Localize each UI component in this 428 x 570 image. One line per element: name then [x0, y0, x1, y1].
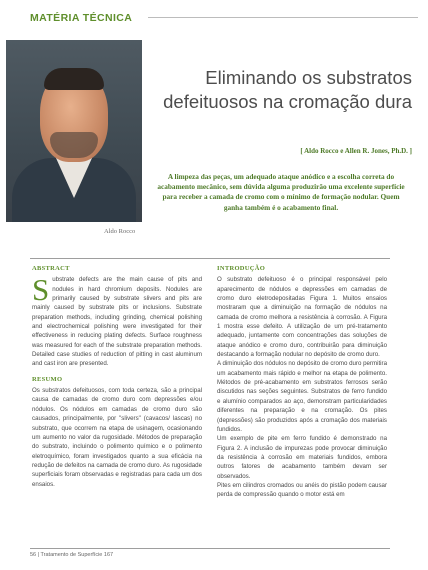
footer-rule — [30, 548, 390, 549]
article-title: Eliminando os substratos defeituosos na cromação dura — [163, 67, 412, 112]
section-label: MATÉRIA TÉCNICA — [30, 12, 133, 24]
left-column — [32, 264, 202, 489]
lead-paragraph: A limpeza das peças, um adequado ataque anódico e a escolha correta do acabamento mecânico, sem dúvida alguma produzirão uma excelente superfície para receber a camada de cromo com o mínimo de formação nodular. Quem ganha também é o acabamento final. — [157, 172, 405, 212]
introducao-heading: INTRODUÇÃO — [217, 265, 266, 272]
photo-caption: Aldo Rocco — [104, 228, 136, 235]
resumo-text: Os substratos defeituosos, com toda certeza, são a principal causa de camadas de cromo duro com depressões e/ou nódulos. Os nódulos em camadas de cromo duro são causados, principalmente, por "slivers" (cavacos/ lascas) no substrato, que ocorrem na etapa de usinagem, ocasionando um aumento no valor da rugosidade. Métodos de preparação do substrato, incluindo o polimento químico e o polimento eletroquímico, foram investigados quanto a sua eficácia na redução de defeitos na camada de cromo duro. As rugosidade superficiais foram observadas e registradas para cada um dos ensaios. — [32, 387, 202, 488]
header-rule — [148, 17, 418, 18]
author-photo — [6, 40, 142, 222]
abstract-heading: ABSTRACT — [32, 265, 70, 272]
dropcap: S — [32, 272, 50, 308]
column-rule — [30, 258, 390, 259]
resumo-heading: RESUMO — [32, 375, 63, 383]
page-footer: 56 | Tratamento de Superfície 167 — [30, 552, 114, 558]
intro-paragraph-2: A diminuição dos nódulos no depósito de cromo duro permitira um acabamento mais rápido e melhor na etapa de polimento. Métodos de pré-acabamento em substratos ferrosos serão discutidos nas seções seguintes. Substratos de ferro fundido e alumínio comparados ao aço, demonstram particularidades diferentes na preparação e na cromação. Os pites (depressões) são produzidos após a cromação dos materiais fundidos. — [217, 360, 387, 433]
authors: [ Aldo Rocco e Allen R. Jones, Ph.D. ] — [300, 147, 412, 155]
right-column — [217, 264, 387, 500]
intro-paragraph-1: O substrato defeituoso é o principal responsável pelo aparecimento de nódulos e depressões em camadas de cromo duro eletrodepositadas Figura 1. Muitos ensaios mostraram que a diminuição na formação de nódulos na camada de cromo melhora a resistência à corrosão. A Figura 1 mostra esse defeito. A utilização de um pré-tratamento adequado, juntamente com concentrações das soluções de ataque anódico e cromo duro, contribuirão para diminuição destacando a formação nodular no depósito de cromo duro. — [217, 276, 387, 359]
intro-paragraph-4: Pites em cilindros cromados ou anéis do pistão podem causar perda de compressão quando o motor está em — [217, 481, 387, 499]
abstract-text: Substrate defects are the main cause of pits and nodules in hard chromium deposits. Nodules are primarily caused by substrate slivers and pits are mainly caused by substrate pits or inclusions. Substrate preparation methods, including grinding, chemical polishing and electrochemical polishing were investigated for their effectiveness in reducing plating defects. Surface roughness was measured for each of the substrate preparation methods. Detailed case studies of reduction of pitting in cast aluminum and cast iron are presented. — [32, 272, 202, 368]
intro-paragraph-3: Um exemplo de pite em ferro fundido é demonstrado na Figura 2. A inclusão de impurezas pode provocar diminuição da resistência à corrosão em materiais fundidos, embora outros fatores de acabamento também devam ser observados. — [217, 435, 387, 480]
